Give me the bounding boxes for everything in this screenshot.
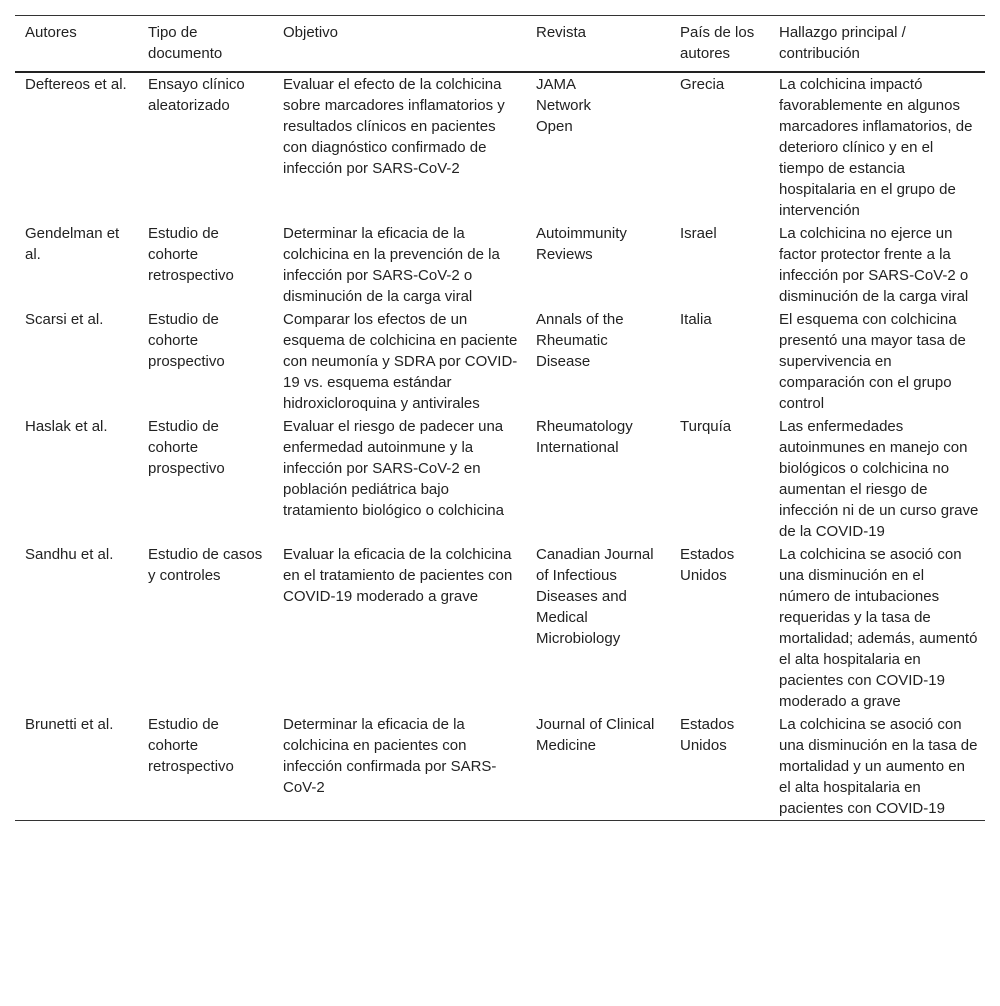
cell-journal: Rheumatology International xyxy=(536,418,633,456)
cell-country: Estados Unidos xyxy=(680,716,735,754)
cell-country: Israel xyxy=(680,225,717,242)
table-row xyxy=(15,222,985,308)
cell-finding: La colchicina no ejerce un factor protector frente a la infección por SARS-CoV-2 o disminución de la carga viral xyxy=(779,225,969,305)
cell-finding: La colchicina se asoció con una disminución en la tasa de mortalidad y un aumento en el alta hospitalaria en pacientes con COVID-19 xyxy=(779,716,978,817)
cell-journal: Journal of Clinical Medicine xyxy=(536,716,655,754)
cell-authors: Brunetti et al. xyxy=(25,716,114,733)
header-country: País de los autores xyxy=(680,24,755,62)
header-finding: Hallazgo principal / contribución xyxy=(779,24,906,62)
studies-table xyxy=(15,15,985,821)
cell-objective: Determinar la eficacia de la colchicina en pacientes con infección confirmada por SARS-CoV-2 xyxy=(283,716,497,796)
cell-journal: JAMA Network Open xyxy=(536,76,592,135)
header-doc-type: Tipo de documento xyxy=(148,24,223,62)
cell-doc-type: Estudio de cohorte prospectivo xyxy=(148,418,225,477)
cell-finding: Las enfermedades autoinmunes en manejo con biológicos o colchicina no aumentan el riesgo de infección ni de un curso grave de la COVID-19 xyxy=(779,418,979,540)
table-row xyxy=(15,543,985,713)
cell-country: Grecia xyxy=(680,76,725,93)
cell-doc-type: Ensayo clínico aleatorizado xyxy=(148,76,245,114)
cell-authors: Deftereos et al. xyxy=(25,76,127,93)
table-row xyxy=(15,415,985,543)
cell-finding: La colchicina se asoció con una disminución en el número de intubaciones requeridas y la tasa de mortalidad; además, aumentó el alta hospitalaria en pacientes con COVID-19 moderado a grave xyxy=(779,546,978,710)
cell-authors: Haslak et al. xyxy=(25,418,108,435)
table-row xyxy=(15,72,985,222)
cell-country: Turquía xyxy=(680,418,732,435)
cell-authors: Gendelman et al. xyxy=(25,225,120,263)
cell-doc-type: Estudio de cohorte retrospectivo xyxy=(148,225,234,284)
cell-finding: El esquema con colchicina presentó una mayor tasa de supervivencia en comparación con el grupo control xyxy=(779,311,966,412)
cell-journal: Annals of the Rheumatic Disease xyxy=(536,311,624,370)
table-row xyxy=(15,713,985,821)
cell-authors: Sandhu et al. xyxy=(25,546,114,563)
header-authors: Autores xyxy=(25,24,77,41)
cell-objective: Evaluar la eficacia de la colchicina en el tratamiento de pacientes con COVID-19 moderado a grave xyxy=(283,546,513,605)
table-header xyxy=(15,16,985,73)
cell-finding: La colchicina impactó favorablemente en algunos marcadores inflamatorios, de deterioro clínico y en el tiempo de estancia hospitalaria en el grupo de intervención xyxy=(779,76,973,219)
cell-journal: Autoimmunity Reviews xyxy=(536,225,627,263)
table-body xyxy=(15,72,985,821)
cell-journal: Canadian Journal of Infectious Diseases and Medical Microbiology xyxy=(536,546,654,647)
cell-doc-type: Estudio de cohorte prospectivo xyxy=(148,311,225,370)
cell-objective: Evaluar el riesgo de padecer una enfermedad autoinmune y la infección por SARS-CoV-2 en población pediátrica bajo tratamiento biológico o colchicina xyxy=(283,418,504,519)
cell-objective: Determinar la eficacia de la colchicina en la prevención de la infección por SARS-CoV-2 o disminución de la carga viral xyxy=(283,225,500,305)
cell-doc-type: Estudio de cohorte retrospectivo xyxy=(148,716,234,775)
cell-doc-type: Estudio de casos y controles xyxy=(148,546,263,584)
header-journal: Revista xyxy=(536,24,587,41)
header-row xyxy=(15,16,985,73)
cell-country: Estados Unidos xyxy=(680,546,735,584)
cell-country: Italia xyxy=(680,311,712,328)
cell-objective: Evaluar el efecto de la colchicina sobre marcadores inflamatorios y resultados clínicos en pacientes con diagnóstico confirmado de infección por SARS-CoV-2 xyxy=(283,76,505,177)
cell-authors: Scarsi et al. xyxy=(25,311,104,328)
cell-objective: Comparar los efectos de un esquema de colchicina en paciente con neumonía y SDRA por COVID-19 vs. esquema estándar hidroxicloroquina y antivirales xyxy=(283,311,518,412)
header-objective: Objetivo xyxy=(283,24,339,41)
table-row xyxy=(15,308,985,415)
